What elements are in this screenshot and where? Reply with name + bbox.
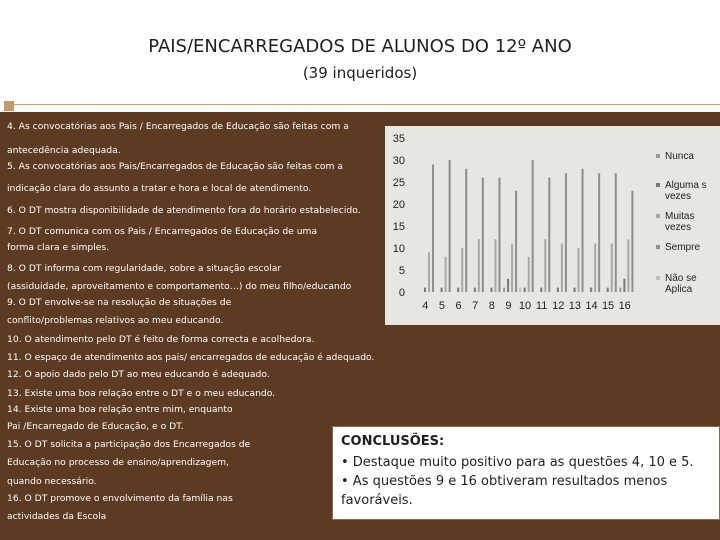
legend-swatch — [656, 183, 660, 187]
bar — [594, 244, 596, 292]
question-line: 4. As convocatórias aos Pais / Encarregados de Educação são feitas com a — [7, 121, 349, 132]
bar — [428, 252, 430, 292]
bar — [528, 257, 530, 292]
y-tick-label: 15 — [392, 221, 405, 233]
question-line: Pai /Encarregado de Educação, e o DT. — [7, 421, 184, 432]
bar — [540, 288, 542, 292]
bar — [607, 288, 609, 292]
bar — [511, 244, 513, 292]
bar — [548, 178, 550, 292]
bar — [457, 288, 459, 292]
bar — [507, 279, 509, 292]
x-tick-label: 4 — [422, 300, 429, 312]
x-tick-label: 13 — [568, 300, 581, 312]
question-line: 9. O DT envolve-se na resolução de situações de — [7, 297, 232, 308]
legend-swatch — [656, 154, 660, 158]
bar — [490, 288, 492, 292]
question-line: indicação clara do assunto a tratar e hora e local de atendimento. — [7, 183, 312, 194]
conclusion-line: favoráveis. — [341, 493, 413, 508]
bar-chart — [385, 126, 720, 325]
bar — [465, 169, 467, 292]
question-line: actividades da Escola — [7, 511, 107, 522]
conclusions-box — [332, 426, 720, 520]
question-line: Educação no processo de ensino/aprendizagem, — [7, 457, 230, 468]
bar — [494, 239, 496, 292]
question-line: conflito/problemas relativos ao meu educando. — [7, 315, 224, 326]
y-tick-label: 20 — [392, 199, 405, 211]
bar — [478, 239, 480, 292]
bar — [623, 279, 625, 292]
bar — [482, 178, 484, 292]
accent-square — [4, 101, 14, 111]
bar — [578, 248, 580, 292]
conclusion-line: • As questões 9 e 16 obtiveram resultados menos — [341, 474, 668, 489]
x-tick-label: 8 — [488, 300, 495, 312]
x-tick-label: 7 — [472, 300, 479, 312]
bar — [432, 164, 434, 292]
y-tick-label: 35 — [392, 133, 405, 145]
bar — [461, 248, 463, 292]
question-line: 11. O espaço de atendimento aos pais/ encarregados de educação é adequado. — [7, 352, 375, 363]
legend-swatch — [656, 276, 660, 280]
legend-label: Sempre — [665, 242, 701, 253]
bar — [449, 160, 451, 292]
bar — [424, 288, 426, 292]
question-line: 10. O atendimento pelo DT é feito de forma correcta e acolhedora. — [7, 334, 315, 345]
x-tick-label: 10 — [518, 300, 532, 312]
bar — [561, 244, 563, 292]
bar — [611, 244, 613, 292]
y-tick-label: 10 — [392, 243, 405, 255]
bar — [598, 173, 600, 292]
question-line: 12. O apoio dado pelo DT ao meu educando é adequado. — [7, 369, 270, 380]
bar — [544, 239, 546, 292]
bar — [565, 173, 567, 292]
legend-label: Não se Aplica — [665, 273, 697, 295]
x-tick-label: 5 — [438, 300, 445, 312]
bar — [574, 288, 576, 292]
question-line: quando necessário. — [7, 476, 97, 487]
conclusions-title: CONCLUSÕES: — [341, 434, 445, 449]
bar — [631, 191, 633, 292]
bar — [503, 288, 505, 292]
chart-area — [385, 126, 720, 325]
bar — [524, 288, 526, 292]
bar — [441, 288, 443, 292]
question-line: 16. O DT promove o envolvimento da família nas — [7, 493, 233, 504]
x-tick-label: 9 — [505, 300, 512, 312]
x-tick-label: 11 — [535, 300, 548, 312]
question-line: 5. As convocatórias aos Pais/Encarregados de Educação são feitas com a — [7, 161, 344, 172]
y-tick-label: 0 — [398, 287, 405, 299]
x-tick-label: 6 — [455, 300, 462, 312]
bar — [557, 288, 559, 292]
bar — [619, 288, 621, 292]
bar — [590, 288, 592, 292]
x-tick-label: 14 — [585, 300, 598, 312]
bar — [615, 173, 617, 292]
y-tick-label: 25 — [392, 177, 405, 189]
bar — [627, 239, 629, 292]
bar — [498, 178, 500, 292]
page-title: PAIS/ENCARREGADOS DE ALUNOS DO 12º ANO — [148, 36, 572, 57]
legend-label: Alguma s vezes — [665, 180, 707, 202]
bar — [474, 288, 476, 292]
y-tick-label: 30 — [392, 155, 405, 167]
bar — [445, 257, 447, 292]
question-line: forma clara e simples. — [7, 242, 110, 253]
bar — [582, 169, 584, 292]
question-line: antecedência adequada. — [7, 145, 121, 156]
question-line: 15. O DT solicita a participação dos Encarregados de — [7, 439, 251, 450]
question-line: (assiduidade, aproveitamento e comportamento…) do meu filho/educando — [7, 281, 352, 292]
question-line: 13. Existe uma boa relação entre o DT e o meu educando. — [7, 388, 276, 399]
legend-swatch — [656, 245, 660, 249]
bar — [515, 191, 517, 292]
legend-swatch — [656, 214, 660, 218]
question-line: 7. O DT comunica com os Pais / Encarregados de Educação de uma — [7, 226, 318, 237]
legend-label: Nunca — [665, 151, 694, 162]
question-line: 14. Existe uma boa relação entre mim, enquanto — [7, 404, 233, 415]
conclusion-line: • Destaque muito positivo para as questões 4, 10 e 5. — [341, 455, 694, 470]
x-tick-label: 12 — [552, 300, 565, 312]
question-line: 8. O DT informa com regularidade, sobre a situação escolar — [7, 263, 282, 274]
y-tick-label: 5 — [398, 265, 405, 277]
header-divider — [14, 104, 720, 105]
question-line: 6. O DT mostra disponibilidade de atendimento fora do horário estabelecido. — [7, 205, 361, 216]
legend-label: Muitas vezes — [665, 211, 695, 233]
x-tick-label: 16 — [618, 300, 631, 312]
bar — [532, 160, 534, 292]
x-tick-label: 15 — [601, 300, 615, 312]
bar — [519, 288, 521, 292]
page-subtitle: (39 inqueridos) — [302, 64, 418, 82]
